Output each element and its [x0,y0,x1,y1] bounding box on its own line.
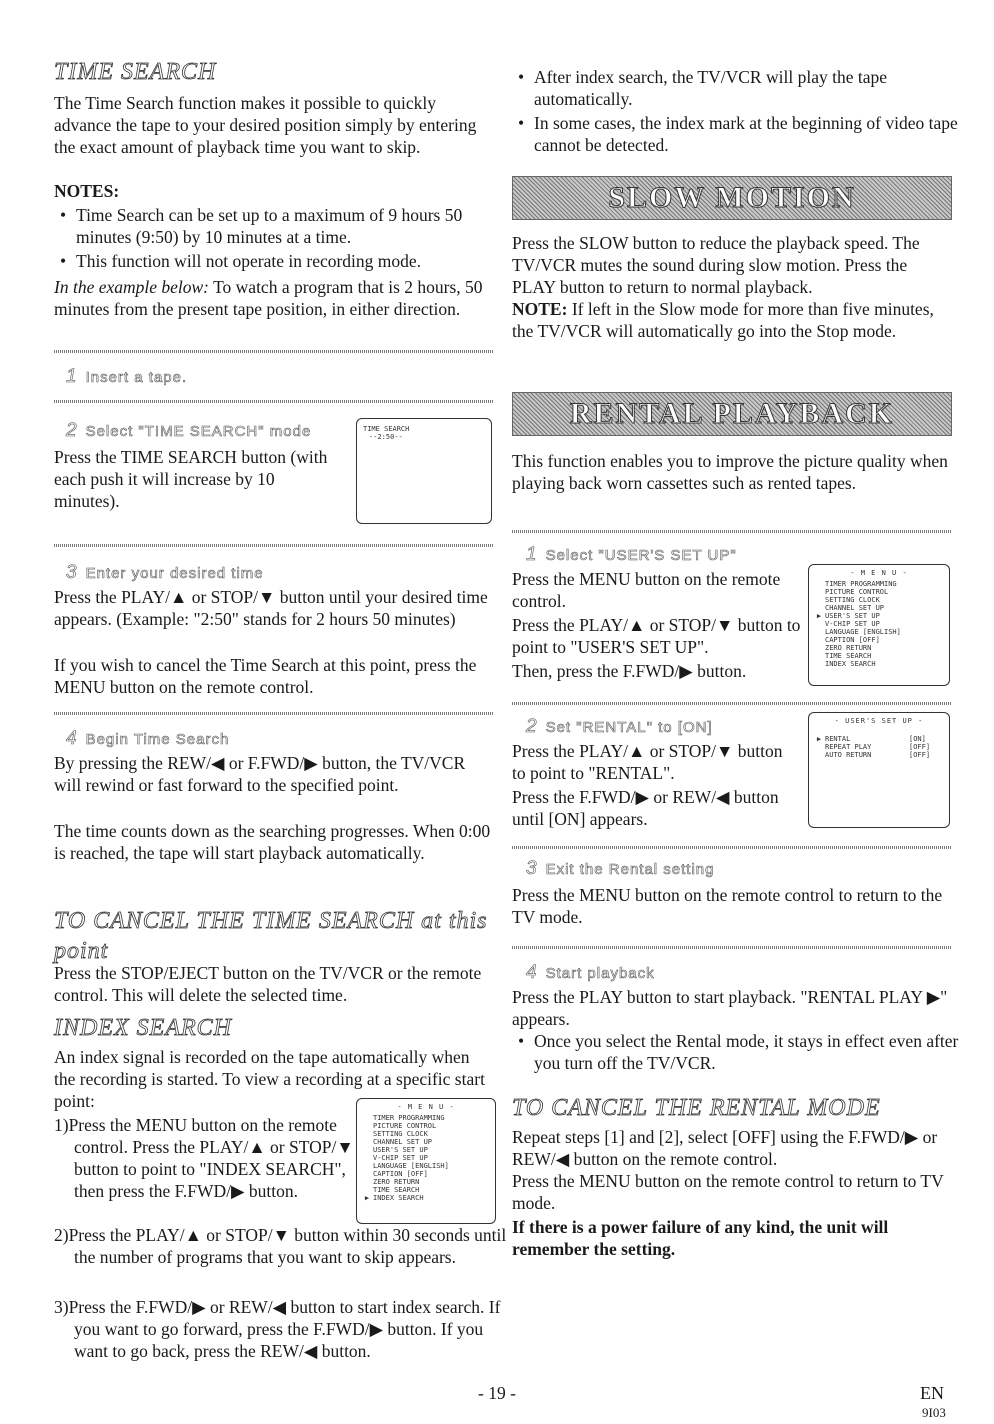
example-paragraph [54,276,494,320]
page-number: - 19 - [478,1383,516,1403]
index-menu-osd [356,1098,496,1224]
divider [54,544,494,547]
time-search-osd [356,418,492,524]
note-item: • Time Search can be set up to a maximum of 9 hours 50 minutes (9:50) by 10 minutes at a time. [54,204,506,248]
menu-item: TIME SEARCH [373,1186,420,1194]
slow-motion-body: Press the SLOW button to reduce the playback speed. The TV/VCR mutes the sound during slow motion. Press the PLAY button to return to normal playback. [512,233,920,297]
cancel-time-search-body: Press the STOP/EJECT button on the TV/VCR or the remote control. This will delete the selected time. [54,963,482,1005]
menu-item: CAPTION [OFF] [825,636,880,644]
step4-body2: The time counts down as the searching progresses. When 0:00 is reached, the tape will start playback automatically. [54,821,491,863]
rental-menu-osd [808,564,950,686]
menu-item: CHANNEL SET UP [373,1138,433,1146]
divider [54,712,494,715]
rental-playback-banner: RENTAL PLAYBACK [512,392,952,436]
menu-item: TIMER PROGRAMMING [373,1114,445,1122]
step3-title: 3 Enter your desired time [66,562,264,583]
menu-item: CHANNEL SET UP [825,604,885,612]
rental-step4-body: Press the PLAY button to start playback. "RENTAL PLAY ▶" appears. [512,987,948,1029]
rental-step3-title: 3 Exit the Rental setting [526,858,715,879]
menu-item: TIMER PROGRAMMING [825,580,897,588]
menu-item: SETTING CLOCK [825,596,880,604]
divider [512,530,952,533]
divider [54,400,494,403]
users-setup-osd [808,712,950,828]
osd-header: TIME SEARCH [363,425,410,433]
menu-item: V-CHIP SET UP [373,1154,428,1162]
power-failure-note: If there is a power failure of any kind, the unit will remember the setting. [512,1217,889,1259]
rental-step2-body: Press the PLAY/▲ or STOP/▼ button to point to "RENTAL". [512,741,783,783]
divider [54,350,494,353]
rental-step4-title: 4 Start playback [526,962,655,983]
menu-item: SETTING CLOCK [373,1130,428,1138]
osd-header: - M E N U - [850,569,908,577]
language-tag: EN [920,1383,944,1403]
menu-item: LANGUAGE [ENGLISH] [825,628,901,636]
example-label: In the example below: [54,277,210,297]
index-search-intro: An index signal is recorded on the tape automatically when the recording is started. To view a recording at a specific start point: [54,1047,485,1111]
step3-body: Press the PLAY/▲ or STOP/▼ button until your desired time appears. (Example: "2:50" stands for 2 hours 50 minutes) [54,587,488,629]
index-note: • After index search, the TV/VCR will play the tape automatically. [512,66,974,110]
osd-value: --2:50-- [369,433,403,441]
osd-header: - M E N U - [397,1103,455,1111]
menu-item-selected: ▶ INDEX SEARCH [361,1194,495,1202]
menu-item: LANGUAGE [ENGLISH] [373,1162,449,1170]
rental-step3-body: Press the MENU button on the remote control to return to the TV mode. [512,885,943,927]
index-step: 1)Press the MENU button on the remote control. Press the PLAY/▲ or STOP/▼ button to point to "INDEX SEARCH", then press the F.FWD/▶ button. [54,1115,354,1201]
divider [512,946,952,949]
rental-step1-body2: Press the PLAY/▲ or STOP/▼ button to point to "USER'S SET UP". [512,615,801,657]
slow-motion-note: NOTE: If left in the Slow mode for more than five minutes, the TV/VCR will automatically go into the Stop mode. [512,299,934,341]
document-code: 9I03 [922,1405,946,1420]
cursor-arrow-icon: ▶ [364,1194,370,1202]
cancel-rental-body: Repeat steps [1] and [2], select [OFF] using the F.FWD/▶ or REW/◀ button on the remote control. [512,1127,938,1169]
rental-step1-title: 1 Select "USER'S SET UP" [526,544,737,565]
index-step: 3)Press the F.FWD/▶ or REW/◀ button to start index search. If you want to go forward, press the F.FWD/▶ button. If you want to go back, press the REW/◀ button. [54,1297,501,1361]
notes-label: NOTES: [54,181,120,201]
menu-item: V-CHIP SET UP [825,620,880,628]
step2-title: 2 Select "TIME SEARCH" mode [66,420,312,441]
divider [512,846,952,849]
menu-item: PICTURE CONTROL [373,1122,437,1130]
osd-header: - USER'S SET UP - [834,717,924,725]
cancel-time-search-heading: TO CANCEL THE TIME SEARCH at this point [54,908,488,964]
example-text: To watch a program that is 2 hours, 50 minutes from the present tape position, in either direction. [54,277,483,319]
menu-item: USER'S SET UP [373,1146,428,1154]
menu-item: ZERO RETURN [373,1178,420,1186]
menu-item: INDEX SEARCH [825,660,876,668]
index-note: • In some cases, the index mark at the beginning of video tape cannot be detected. [512,112,974,156]
step1-title: 1 Insert a tape. [66,366,188,387]
step3-body2: If you wish to cancel the Time Search at this point, press the MENU button on the remote control. [54,655,477,697]
cancel-rental-heading: TO CANCEL THE RENTAL MODE [512,1095,881,1121]
setup-item-selected: ▶ RENTAL [ON] [813,735,949,743]
cursor-arrow-icon: ▶ [816,612,822,620]
divider [512,702,952,705]
setup-item: AUTO RETURN [OFF] [825,751,931,759]
index-step: 2)Press the PLAY/▲ or STOP/▼ button within 30 seconds until the number of programs that you want to skip appears. [54,1225,507,1267]
rental-step4-bullet: • Once you select the Rental mode, it stays in effect even after you turn off the TV/VCR. [512,1030,974,1074]
cursor-arrow-icon: ▶ [816,735,822,743]
menu-item: CAPTION [OFF] [373,1170,428,1178]
note-item: • This function will not operate in recording mode. [54,250,506,272]
time-search-intro: The Time Search function makes it possible to quickly advance the tape to your desired position simply by entering the exact amount of playback time you want to skip. [54,93,477,157]
step2-body: Press the TIME SEARCH button (with each push it will increase by 10 minutes). [54,447,328,511]
rental-step1-body: Press the MENU button on the remote control. [512,569,781,611]
menu-item-selected: ▶ USER'S SET UP [813,612,949,620]
step4-body: By pressing the REW/◀ or F.FWD/▶ button, the TV/VCR will rewind or fast forward to the specified point. [54,753,466,795]
rental-intro: This function enables you to improve the picture quality when playing back worn cassettes such as rented tapes. [512,451,948,493]
rental-step2-body2: Press the F.FWD/▶ or REW/◀ button until [ON] appears. [512,787,779,829]
menu-item: ZERO RETURN [825,644,872,652]
setup-item: REPEAT PLAY [OFF] [825,743,931,751]
index-search-heading: INDEX SEARCH [54,1015,232,1041]
menu-item: TIME SEARCH [825,652,872,660]
slow-motion-banner: SLOW MOTION [512,176,952,220]
cancel-rental-body2: Press the MENU button on the remote control to return to TV mode. [512,1171,944,1213]
rental-step1-body3: Then, press the F.FWD/▶ button. [512,661,747,681]
menu-item: PICTURE CONTROL [825,588,889,596]
rental-step2-title: 2 Set "RENTAL" to [ON] [526,716,713,737]
step4-title: 4 Begin Time Search [66,728,230,749]
time-search-heading: TIME SEARCH [54,59,217,85]
